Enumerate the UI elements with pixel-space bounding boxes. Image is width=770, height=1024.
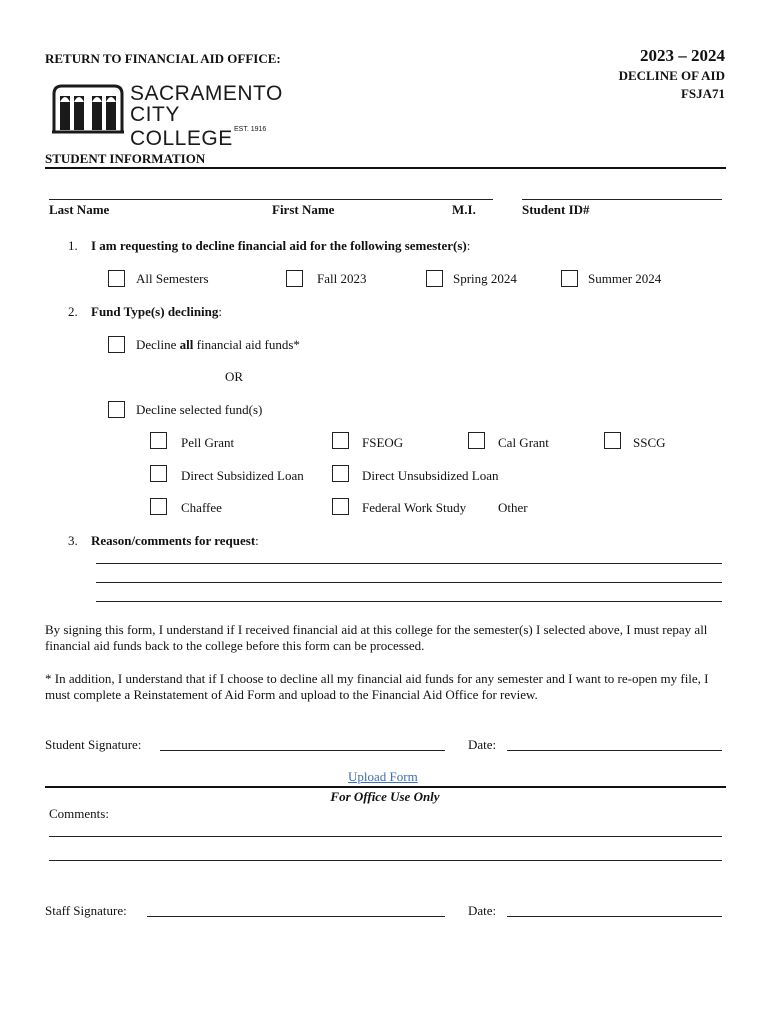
- checkbox-decline-all[interactable]: [108, 336, 125, 353]
- checkbox-all-semesters[interactable]: [108, 270, 125, 287]
- label-direct-unsubsidized: Direct Unsubsidized Loan: [362, 468, 499, 483]
- reason-line-1[interactable]: [96, 563, 722, 564]
- staff-signature-line[interactable]: [147, 916, 445, 917]
- name-entry-line[interactable]: [49, 199, 493, 200]
- label-decline-all: Decline all financial aid funds*: [136, 337, 300, 352]
- comments-label: Comments:: [49, 806, 109, 821]
- checkbox-spring-2024[interactable]: [426, 270, 443, 287]
- reason-line-2[interactable]: [96, 582, 722, 583]
- or-label: OR: [225, 369, 244, 384]
- label-fall-2023: Fall 2023: [317, 271, 367, 286]
- label-federal-work-study: Federal Work Study: [362, 500, 467, 515]
- first-name-label: First Name: [272, 202, 335, 217]
- q3-number: 3.: [68, 533, 78, 548]
- mi-label: M.I.: [452, 202, 476, 217]
- q1-number: 1.: [68, 238, 78, 253]
- checkbox-federal-work-study[interactable]: [332, 498, 349, 515]
- student-info-heading: STUDENT INFORMATION: [45, 151, 206, 166]
- last-name-label: Last Name: [49, 202, 110, 217]
- student-signature-line[interactable]: [160, 750, 445, 751]
- student-signature-label: Student Signature:: [45, 737, 142, 752]
- checkbox-pell-grant[interactable]: [150, 432, 167, 449]
- checkbox-sscg[interactable]: [604, 432, 621, 449]
- q2-text: Fund Type(s) declining:: [91, 304, 223, 319]
- form-year: 2023 – 2024: [640, 46, 725, 65]
- office-rule: [45, 786, 726, 788]
- label-all-semesters: All Semesters: [136, 271, 209, 286]
- reinstatement-statement: * In addition, I understand that if I choose to decline all my financial aid funds for any semester and I want to re-open my file, I must complete a Reinstatement of Aid Form and upload to the Financial Aid Office for review.: [45, 671, 709, 702]
- staff-date-label: Date:: [468, 903, 497, 918]
- comments-line-1[interactable]: [49, 836, 722, 837]
- label-chaffee: Chaffee: [181, 500, 222, 515]
- repay-statement: By signing this form, I understand if I received financial aid at this college for the semester(s) I selected above, I must repay all financial aid funds back to the college before this form can be processed.: [45, 622, 708, 653]
- q2-number: 2.: [68, 304, 78, 319]
- label-pell-grant: Pell Grant: [181, 435, 235, 450]
- checkbox-direct-subsidized[interactable]: [150, 465, 167, 482]
- office-use-heading: For Office Use Only: [330, 789, 440, 804]
- college-logo: [52, 80, 283, 150]
- label-cal-grant: Cal Grant: [498, 435, 549, 450]
- label-spring-2024: Spring 2024: [453, 271, 517, 286]
- form-title: DECLINE OF AID: [618, 68, 725, 83]
- label-sscg: SSCG: [633, 435, 666, 450]
- label-fseog: FSEOG: [362, 435, 404, 450]
- label-decline-selected: Decline selected fund(s): [136, 402, 263, 417]
- student-date-line[interactable]: [507, 750, 722, 751]
- checkbox-fall-2023[interactable]: [286, 270, 303, 287]
- logo-line-1: SACRAMENTO: [130, 82, 283, 105]
- label-other: Other: [498, 500, 528, 515]
- checkbox-fseog[interactable]: [332, 432, 349, 449]
- student-id-label: Student ID#: [522, 202, 590, 217]
- q3-text: Reason/comments for request:: [91, 533, 259, 548]
- checkbox-decline-selected[interactable]: [108, 401, 125, 418]
- checkbox-summer-2024[interactable]: [561, 270, 578, 287]
- checkbox-direct-unsubsidized[interactable]: [332, 465, 349, 482]
- form-code: FSJA71: [680, 86, 725, 101]
- label-direct-subsidized: Direct Subsidized Loan: [181, 468, 304, 483]
- logo-line-2: CITY COLLEGE: [130, 103, 233, 150]
- label-summer-2024: Summer 2024: [588, 271, 662, 286]
- college-building-icon: [52, 80, 124, 134]
- q1-text: I am requesting to decline financial aid for the following semester(s):: [91, 238, 471, 253]
- logo-est: EST. 1916: [234, 126, 267, 133]
- student-date-label: Date:: [468, 737, 497, 752]
- comments-line-2[interactable]: [49, 860, 722, 861]
- student-id-entry-line[interactable]: [522, 199, 722, 200]
- reason-line-3[interactable]: [96, 601, 722, 602]
- return-label: RETURN TO FINANCIAL AID OFFICE:: [45, 51, 281, 66]
- upload-form-link[interactable]: Upload Form: [348, 769, 418, 784]
- staff-signature-label: Staff Signature:: [45, 903, 127, 918]
- checkbox-chaffee[interactable]: [150, 498, 167, 515]
- staff-date-line[interactable]: [507, 916, 722, 917]
- heading-rule: [45, 167, 726, 169]
- checkbox-cal-grant[interactable]: [468, 432, 485, 449]
